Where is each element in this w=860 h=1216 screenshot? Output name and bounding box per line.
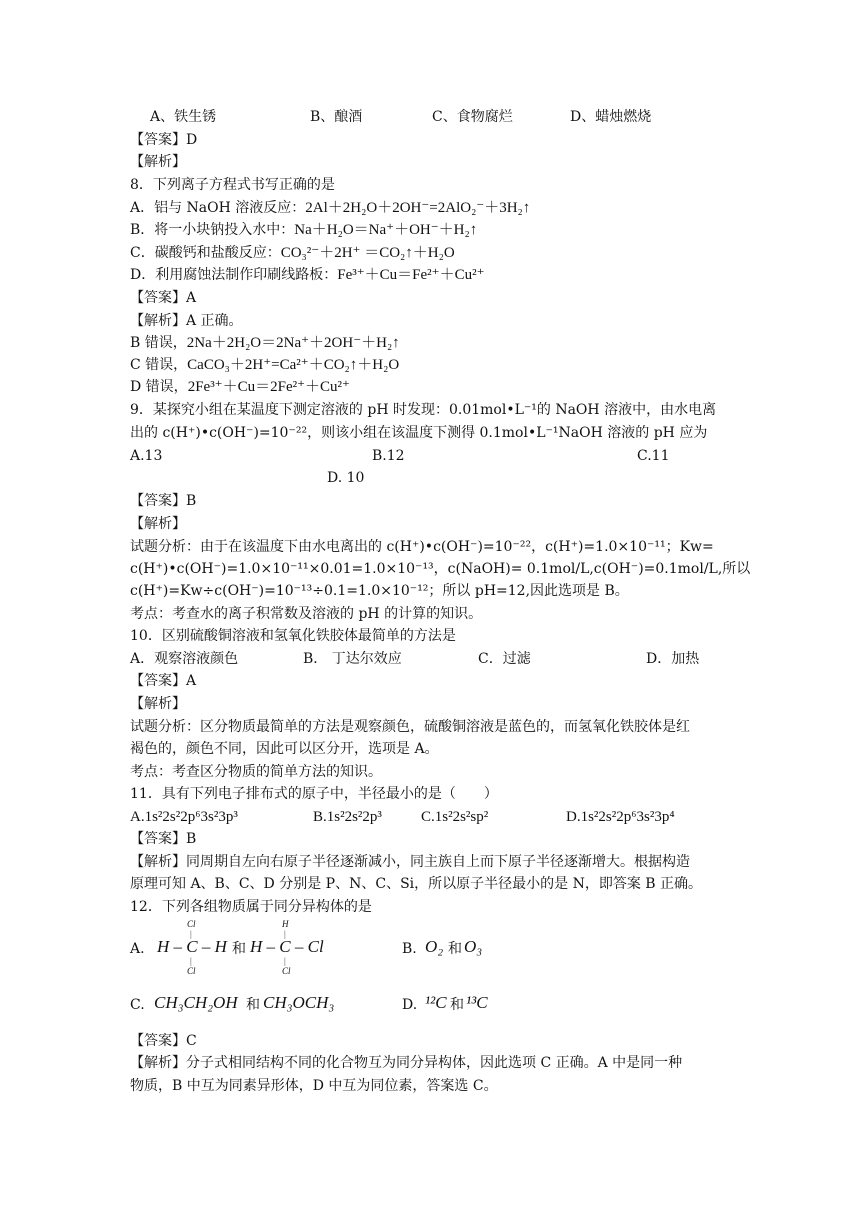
q12-stem: 12．下列各组物质属于同分异构体的是 [130,899,372,915]
q12-a-left-bottom-bond: | [190,956,192,966]
q12-c-and: 和 [246,997,260,1013]
q12-d-c13: ¹³C [466,993,488,1012]
q12-a-left-top-cl: Cl [187,919,196,929]
q12-a-left-bottom-cl: Cl [187,966,196,976]
q12-analysis-line1: 【解析】分子式相同结构不同的化合物互为同分异构体，因此选项 C 正确。A 中是同一种 [130,1055,683,1071]
q8-answer: 【答案】A [130,290,197,306]
q12-a-left-top-bond: | [190,929,192,939]
q12-a-right-top-bond: | [284,929,286,939]
q9-analysis: 【解析】 [130,516,186,532]
q8-option-a [130,198,530,218]
q11-option-c: C.1s²2s²sp² [421,809,489,825]
q8-option-d [130,265,485,285]
q10-answer: 【答案】A [130,673,197,689]
q12-a-left-formula: H – C – H [157,937,227,956]
q9-detail-line1: 试题分析：由于在该温度下由水电离出的 c(H⁺)•c(OH⁻)=10⁻²²，c(H⁺)=1.0×10⁻¹¹；Kw= [130,539,714,555]
q12-b-o2: O₂ [425,937,444,956]
q9-stem-line1: 9．某探究小组在某温度下测定溶液的 pH 时发现：0.01mol•L⁻¹的 NaOH 溶液中，由水电离 [130,402,717,418]
q11-analysis-line2: 原理可知 A、B、C、D 分别是 P、N、C、Si，所以原子半径最小的是 N，即答案 B 正确。 [130,876,703,892]
q12-option-a-label: A. [130,941,145,957]
q7-analysis: 【解析】 [130,154,186,170]
q11-stem: 11．具有下列电子排布式的原子中，半径最小的是（ ） [130,786,498,802]
q9-detail-line3: c(H⁺)=Kw÷c(OH⁻)=10⁻¹³÷0.1=1.0×10⁻¹²；所以 pH=12,因此选项是 B。 [130,583,629,599]
q10-option-a: A．观察溶液颜色 [130,651,239,667]
q8-analysis-c [130,355,399,375]
q8-option-a-text: A．铝与 NaOH 溶液反应： [130,200,306,216]
q10-detail-line2: 褐色的，颜色不同，因此可以区分开，选项是 A。 [130,741,439,757]
q12-a-right-top-h: H [282,919,289,929]
q9-option-b: B.12 [372,448,405,464]
q10-option-b: B． 丁达尔效应 [303,651,402,667]
q8-option-b [130,220,477,240]
q8-option-a-equation: 2Al＋2H₂O＋2OH⁻=2AlO₂⁻＋3H₂↑ [305,200,531,216]
q12-b-and: 和 [448,941,462,957]
q12-answer: 【答案】C [130,1033,197,1049]
q9-detail-line2: c(H⁺)•c(OH⁻)=1.0×10⁻¹¹×0.01=1.0×10⁻¹³，c(NaOH)= 0.1mol/L,c(OH⁻)=0.1mol/L,所以 [130,561,751,577]
q8-d-equation: 2Fe³⁺＋Cu＝2Fe²⁺＋Cu²⁺ [187,379,350,395]
q10-stem: 10．区别硫酸铜溶液和氢氧化铁胶体最简单的方法是 [130,628,456,644]
q12-option-d-label: D. [402,997,418,1013]
q8-b-equation: 2Na＋2H₂O＝2Na⁺＋2OH⁻＋H₂↑ [186,335,400,351]
q12-option-c-label: C. [130,997,145,1013]
q12-d-c12: ¹²C [425,993,447,1012]
q8-option-c-text: C．碳酸钙和盐酸反应： [130,245,281,261]
q8-analysis-d [130,377,350,397]
q11-analysis-line1: 【解析】同周期自左向右原子半径逐渐减小，同主族自上而下原子半径逐渐增大。根据构造 [130,854,690,870]
q12-c-ethanol: CH₃CH₂OH [154,993,238,1012]
q11-option-a: A.1s²2s²2p⁶3s²3p³ [130,809,238,825]
q8-analysis: 【解析】A 正确。 [130,313,243,329]
q10-detail-line1: 试题分析：区分物质最简单的方法是观察颜色，硫酸铜溶液是蓝色的，而氢氧化铁胶体是红 [130,719,690,735]
q12-a-right-bottom-cl: Cl [282,966,291,976]
q9-option-a: A.13 [130,448,163,464]
q8-d-label: D 错误， [130,379,188,395]
q8-option-c-equation: CO₃²⁻＋2H⁺ ＝CO₂↑＋H₂O [280,245,455,261]
q8-analysis-b [130,333,400,353]
q7-option-c: C、食物腐烂 [432,109,513,125]
q9-option-d: D. 10 [327,470,365,486]
q8-stem: 8．下列离子方程式书写正确的是 [130,177,335,193]
q10-option-d: D．加热 [646,651,700,667]
q8-b-label: B 错误， [130,335,187,351]
q8-c-label: C 错误， [130,357,188,373]
q10-point: 考点：考查区分物质的简单方法的知识。 [130,764,382,780]
q9-point: 考点：考查水的离子积常数及溶液的 pH 的计算的知识。 [130,606,483,622]
q12-b-o3: O₃ [464,937,483,956]
q8-option-c [130,243,455,263]
q12-a-right-bottom-bond: | [284,956,286,966]
q8-option-b-text: B．将一小块钠投入水中： [130,222,295,238]
q12-option-b-label: B. [402,941,417,957]
q7-option-a: A、铁生锈 [150,109,217,125]
q12-analysis-line2: 物质，B 中互为同素异形体，D 中互为同位素，答案选 C。 [130,1078,498,1094]
q9-option-c: C.11 [637,448,670,464]
q12-d-and: 和 [450,997,464,1013]
q10-analysis: 【解析】 [130,696,186,712]
q12-a-right-formula: H – C – Cl [250,937,324,956]
q11-answer: 【答案】B [130,831,197,847]
q10-option-c: C．过滤 [478,651,531,667]
q9-answer: 【答案】B [130,493,197,509]
q12-a-and: 和 [232,941,246,957]
q11-option-b: B.1s²2s²2p³ [313,809,382,825]
q7-answer: 【答案】D [130,132,198,148]
q7-option-d: D、蜡烛燃烧 [570,109,652,125]
q8-c-equation: CaCO₃＋2H⁺=Ca²⁺＋CO₂↑＋H₂O [187,357,400,373]
q9-stem-line2: 出的 c(H⁺)•c(OH⁻)=10⁻²²，则该小组在该温度下测得 0.1mol•L⁻¹NaOH 溶液的 pH 应为 [130,425,708,441]
q8-option-d-text: D．利用腐蚀法制作印刷线路板： [130,267,338,283]
q12-c-ether: CH₃OCH₃ [263,993,335,1012]
q8-option-d-equation: Fe³⁺＋Cu＝Fe²⁺＋Cu²⁺ [337,267,485,283]
q8-option-b-equation: Na＋H₂O＝Na⁺＋OH⁻＋H₂↑ [294,222,478,238]
q11-option-d: D.1s²2s²2p⁶3s²3p⁴ [566,809,675,825]
q7-option-b: B、酿酒 [310,109,363,125]
